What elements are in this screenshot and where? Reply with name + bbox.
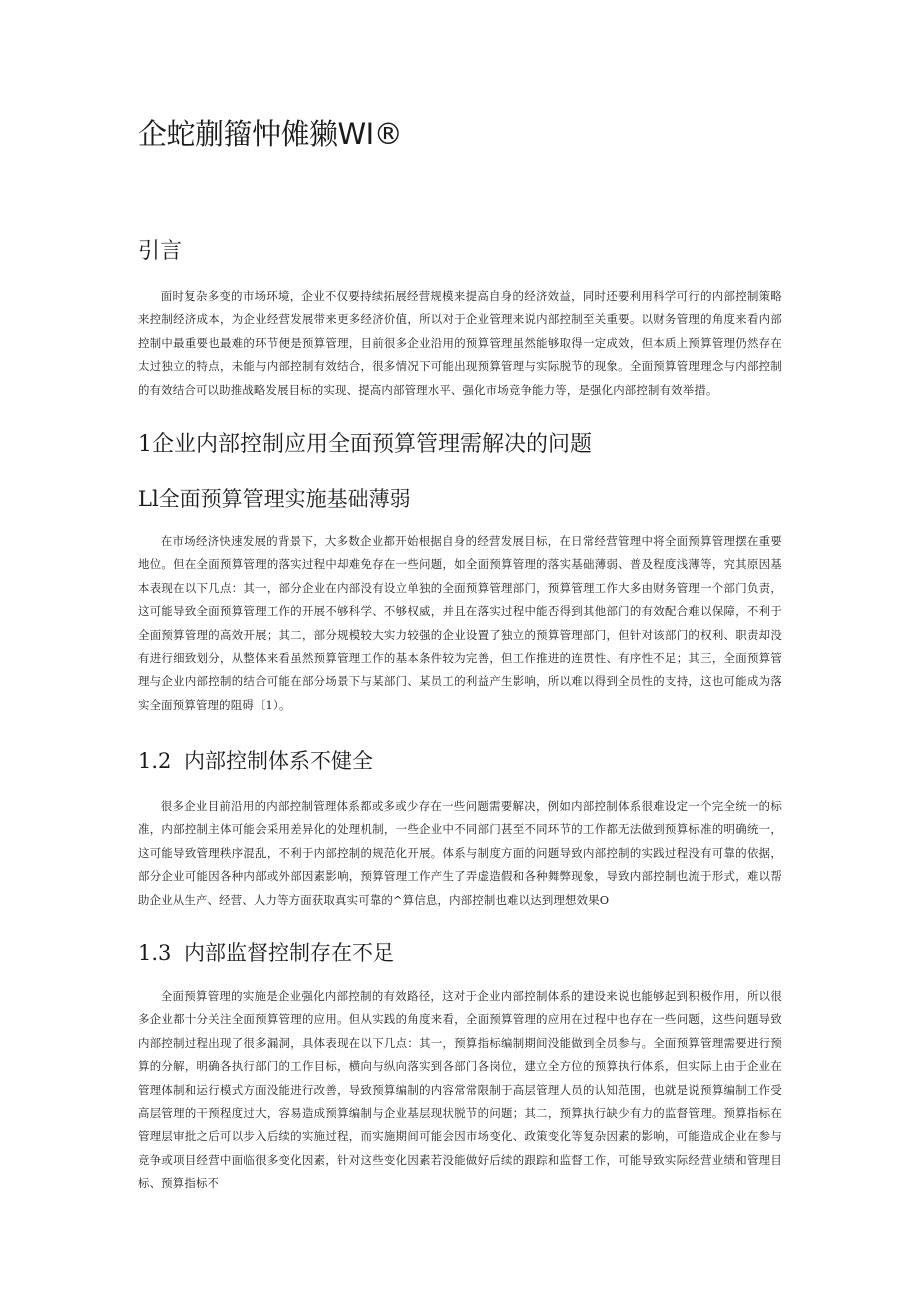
section-1-1-paragraph: 在市场经济快速发展的背景下，大多数企业都开始根据自身的经营发展目标，在日常经营管理中将全面预算管理摆在重要地位。但在全面预算管理的落实过程中却难免存在一些问题，如全面预算管理的落实基础薄弱、普及程度浅薄等，究其原因基本表现在以下几点：其一，部分企业在内部没有设立单独的全面预算管理部门，预算管理工作大多由财务管理一个部门负责，这可能导致全面预算管理工作的开展不够科学、不够权威，并且在落实过程中能否得到其他部门的有效配合难以保障，不利于全面预算管理的高效开展；其二，部分规模较大实力较强的企业设置了独立的预算管理部门，但针对该部门的权利、职责却没有进行细致划分，从整体来看虽然预算管理工作的基本条件较为完善，但工作推进的连贯性、有序性不足；其三，全面预算管理与企业内部控制的结合可能在部分场景下与某部门、某员工的利益产生影响，所以难以得到全员性的支持，这也可能成为落实全面预算管理的阻碍〔1）。 [138, 534, 782, 712]
intro-paragraph: 面时复杂多变的市场环境，企业不仅要持续拓展经营规模来提高自身的经济效益，同时还要利用科学可行的内部控制策略来控制经济成本，为企业经营发展带来更多经济价值，所以对于企业管理来说内部控制至关重要。以财务管理的角度来看内部控制中最重要也最难的环节便是预算管理，目前很多企业沿用的预算管理虽然能够取得一定成效，但本质上预算管理仍然存在太过独立的特点，未能与内部控制有效结合，很多情况下可能出现预算管理与实际脱节的现象。全面预算管理理念与内部控制的有效结合可以助推战略发展目标的实现、提高内部管理水平、强化市场竞争能力等，是强化内部控制有效举措。 [138, 289, 782, 397]
section-1-2-number: 1.2 [138, 749, 172, 773]
section-1-3-paragraph: 全面预算管理的实施是企业强化内部控制的有效路径，这对于企业内部控制体系的建设来说也能够起到积极作用，所以很多企业都十分关注全面预算管理的应用。但从实践的角度来看，全面预算管理的应用在过程中也存在一些问题，这些问题导致内部控制过程出现了很多漏洞，具体表现在以下几点：其一，预算指标编制期间没能做到全员参与。全面预算管理需要进行预算的分解，明确各执行部门的工作目标，横向与纵向落实到各部门各岗位，建立全方位的预算执行体系，但实际上由于企业在管理体制和运行模式方面没能进行改善，导致预算编制的内容常常限制于高层管理人员的认知范围，也就是说预算编制工作受高层管理的干预程度过大，容易造成预算编制与企业基层现状脱节的问题；其二，预算执行缺少有力的监督管理。预算指标在管理层审批之后可以步入后续的实施过程，而实施期间可能会因市场变化、政策变化等复杂因素的影响，可能造成企业在参与竞争或项目经营中面临很多变化因素，针对这些变化因素若没能做好后续的跟踪和监督工作，可能导致实际经营业绩和管理目标、预算指标不 [138, 989, 782, 1191]
section-1-3-heading [138, 937, 394, 967]
section-1-2-heading [138, 745, 373, 775]
section-1-3-title: 内部监督控制存在不足 [184, 941, 394, 965]
intro-heading: 引言 [138, 239, 183, 264]
section-1-2-paragraph: 很多企业目前沿用的内部控制管理体系都或多或少存在一些问题需要解决，例如内部控制体系很难设定一个完全统一的标准，内部控制主体可能会采用差异化的处理机制，一些企业中不同部门甚至不同环节的工作都无法做到预算标准的明确统一，这可能导致管理秩序混乱，不利于内部控制的规范化开展。体系与制度方面的问题导致内部控制的实践过程没有可靠的依据，部分企业可能因各种内部或外部因素影响，预算管理工作产生了弄虚造假和各种舞弊现象，导致内部控制也流于形式，难以帮助企业从生产、经营、人力等方面获取真实可靠的^算信息，内部控制也难以达到理想效果O [138, 799, 782, 907]
section-1-heading: 1企业内部控制应用全面预算管理需解决的问题 [138, 432, 592, 457]
document-title: 企蛇蒯籀忡傩獭WI® [138, 117, 403, 151]
section-1-1-heading: Ll全面预算管理实施基础薄弱 [138, 487, 411, 511]
section-1-2-title: 内部控制体系不健全 [184, 749, 373, 773]
section-1-3-number: 1.3 [138, 941, 172, 965]
